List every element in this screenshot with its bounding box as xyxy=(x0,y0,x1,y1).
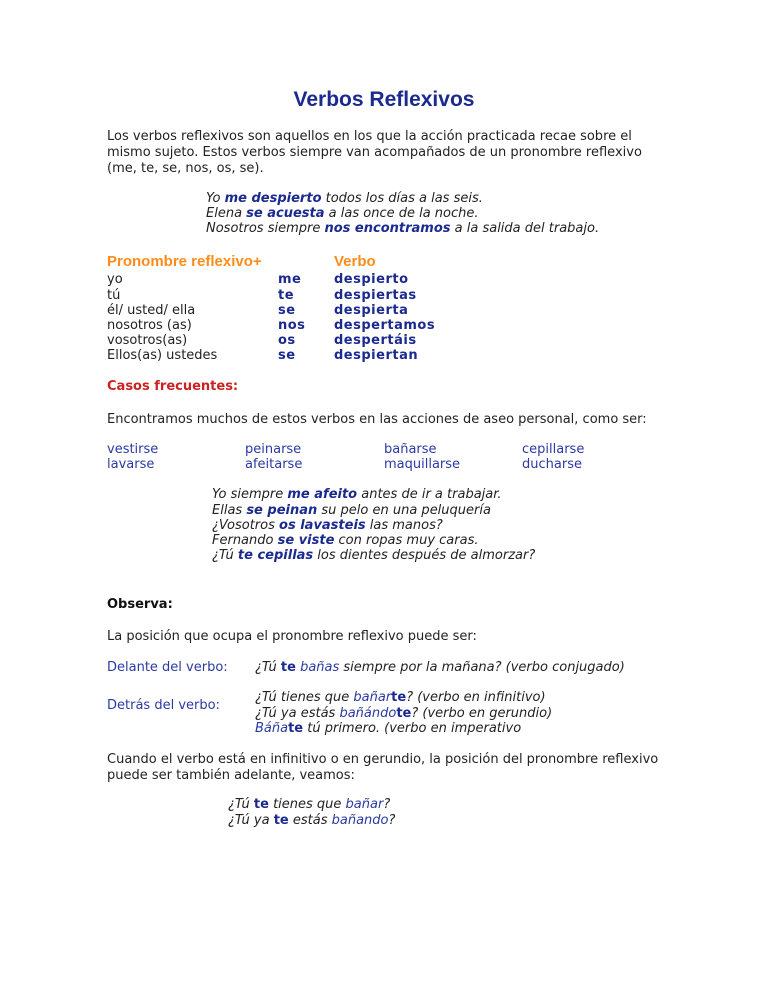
table-verb: despierta xyxy=(334,303,409,318)
verb-item: vestirse xyxy=(107,442,159,457)
detras-example: ¿Tú tienes que bañarte? (verbo en infinitivo) xyxy=(255,690,546,705)
detras-example: ¿Tú ya estás bañándote? (verbo en gerundio) xyxy=(255,706,553,721)
final-example: ¿Tú te tienes que bañar? xyxy=(228,797,391,812)
table-subject: yo xyxy=(107,272,123,287)
section-heading-observa: Observa: xyxy=(107,597,173,612)
example-line: Fernando se viste con ropas muy caras. xyxy=(212,533,479,548)
table-header-pronoun: Pronombre reflexivo+ xyxy=(107,253,262,270)
table-subject: tú xyxy=(107,288,121,303)
verb-item: lavarse xyxy=(107,457,155,472)
table-pronoun: os xyxy=(278,333,296,348)
table-verb: despertamos xyxy=(334,318,436,333)
verb-item: maquillarse xyxy=(384,457,461,472)
table-pronoun: se xyxy=(278,303,296,318)
verb-item: cepillarse xyxy=(522,442,585,457)
example-line: Nosotros siempre nos encontramos a la salida del trabajo. xyxy=(206,221,600,236)
example-line: Ellas se peinan su pelo en una peluquería xyxy=(212,503,491,518)
example-line: Yo me despierto todos los días a las seis. xyxy=(206,191,483,206)
verb-item: peinarse xyxy=(245,442,302,457)
casos-text: Encontramos muchos de estos verbos en las acciones de aseo personal, como ser: xyxy=(107,412,647,427)
delante-label: Delante del verbo: xyxy=(107,660,228,675)
example-line: Yo siempre me afeito antes de ir a trabajar. xyxy=(212,487,502,502)
verb-item: bañarse xyxy=(384,442,437,457)
table-subject: vosotros(as) xyxy=(107,333,188,348)
table-pronoun: nos xyxy=(278,318,306,333)
observa-text: La posición que ocupa el pronombre reflexivo puede ser: xyxy=(107,629,477,644)
table-header-verb: Verbo xyxy=(334,253,376,270)
table-pronoun: te xyxy=(278,288,295,303)
table-verb: despertáis xyxy=(334,333,417,348)
section-heading-casos: Casos frecuentes: xyxy=(107,379,239,394)
table-verb: despiertan xyxy=(334,348,419,363)
table-subject: Ellos(as) ustedes xyxy=(107,348,218,363)
cuando-paragraph: Cuando el verbo está en infinitivo o en gerundio, la posición del pronombre reflexivo puede ser también adelante, veamos: xyxy=(107,752,659,783)
table-verb: despierto xyxy=(334,272,409,287)
example-line: Elena se acuesta a las once de la noche. xyxy=(206,206,479,221)
example-line: ¿Tú te cepillas los dientes después de almorzar? xyxy=(212,548,536,563)
verb-item: afeitarse xyxy=(245,457,303,472)
table-subject: él/ usted/ ella xyxy=(107,303,196,318)
table-pronoun: me xyxy=(278,272,302,287)
table-subject: nosotros (as) xyxy=(107,318,192,333)
final-example: ¿Tú ya te estás bañando? xyxy=(228,813,396,828)
intro-paragraph: Los verbos reflexivos son aquellos en los que la acción practicada recae sobre el mismo sujeto. Estos verbos siempre van acompañados de un pronombre reflexivo (me, te, se, nos, os, se). xyxy=(107,129,642,176)
table-pronoun: se xyxy=(278,348,296,363)
example-line: ¿Vosotros os lavasteis las manos? xyxy=(212,518,443,533)
page-title: Verbos Reflexivos xyxy=(293,88,475,111)
detras-example: Báñate tú primero. (verbo en imperativo xyxy=(255,721,522,736)
verb-item: ducharse xyxy=(522,457,582,472)
delante-example: ¿Tú te bañas siempre por la mañana? (verbo conjugado) xyxy=(255,660,625,675)
table-verb: despiertas xyxy=(334,288,417,303)
detras-label: Detrás del verbo: xyxy=(107,698,220,713)
